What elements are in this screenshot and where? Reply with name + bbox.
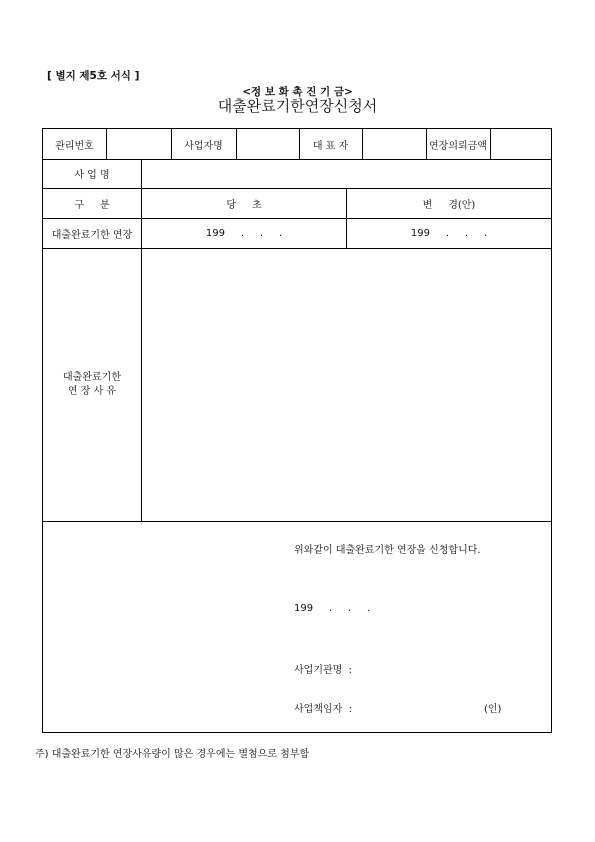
company-field[interactable] bbox=[237, 129, 299, 159]
extension-amount-label: 연장의뢰금액 bbox=[429, 140, 487, 152]
category-label: 구 분 bbox=[74, 199, 110, 211]
application-date-field[interactable]: 199 . . . bbox=[294, 602, 371, 614]
document-title: 대출완료기한연장신청서 bbox=[217, 97, 378, 115]
project-name-label: 사 업 명 bbox=[74, 170, 110, 181]
row-divider bbox=[43, 521, 551, 522]
reason-label bbox=[43, 248, 141, 521]
mgmt-no-field[interactable] bbox=[107, 129, 171, 159]
extension-row-label: 대출완료기한 연장 bbox=[51, 229, 133, 241]
person-in-charge-label: 사업책임자 : bbox=[294, 703, 353, 715]
changed-date-field[interactable]: 199 . . . bbox=[410, 227, 488, 239]
reason-label-line1: 대출완료기한 bbox=[63, 371, 121, 383]
changed-label: 변 경(안) bbox=[422, 199, 476, 211]
reason-text-area[interactable] bbox=[142, 248, 551, 521]
representative-label: 대 표 자 bbox=[312, 140, 349, 152]
representative-field[interactable] bbox=[363, 129, 426, 159]
application-form-table bbox=[42, 128, 552, 733]
organization-label: 사업기관명 : bbox=[294, 664, 353, 676]
original-label: 당 초 bbox=[226, 199, 262, 211]
fund-name: <정 보 화 촉 진 기 금> bbox=[242, 86, 353, 98]
form-number: [ 별지 제5호 서식 ] bbox=[47, 70, 140, 82]
original-date-field[interactable]: 199 . . . bbox=[205, 227, 283, 239]
project-name-field[interactable] bbox=[142, 159, 551, 188]
reason-label-line2: 연 장 사 유 bbox=[67, 385, 117, 397]
footnote: 주) 대출완료기한 연장사유량이 많은 경우에는 별첨으로 첨부함 bbox=[35, 749, 310, 760]
company-label: 사업자명 bbox=[184, 140, 223, 152]
mgmt-no-label: 관리번호 bbox=[55, 140, 94, 152]
application-statement: 위와같이 대출완료기한 연장을 신청합니다. bbox=[294, 544, 481, 556]
extension-amount-field[interactable] bbox=[491, 129, 551, 159]
seal-mark: (인) bbox=[484, 703, 502, 715]
